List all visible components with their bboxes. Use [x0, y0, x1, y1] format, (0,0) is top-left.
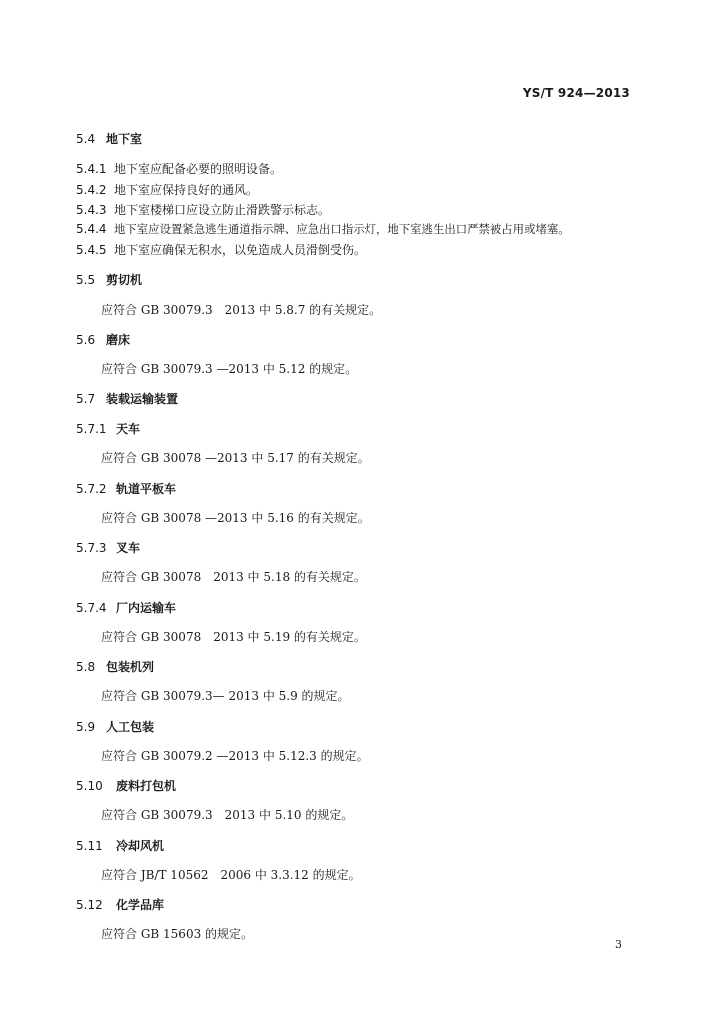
clause-number: 5.4.4 — [76, 222, 107, 236]
section-title: 包装机列 — [106, 660, 155, 674]
section-number: 5.9 — [76, 720, 96, 734]
section-number: 5.11 — [76, 839, 103, 853]
section-title: 冷却风机 — [116, 839, 165, 853]
section-title: 磨床 — [106, 333, 131, 347]
section-title: 地下室 — [106, 132, 143, 146]
section-text-5-7-1: 应符合 GB 30078 —2013 中 5.17 的有关规定。 — [101, 451, 370, 465]
section-title: 废料打包机 — [116, 779, 177, 793]
clause-5-4-5 — [76, 241, 366, 258]
section-text-5-8: 应符合 GB 30079.3— 2013 中 5.9 的规定。 — [101, 689, 350, 703]
section-text-5-6: 应符合 GB 30079.3 —2013 中 5.12 的规定。 — [101, 362, 358, 376]
section-heading-5-7-3 — [76, 539, 140, 556]
section-heading-5-6 — [76, 331, 130, 348]
clause-5-4-1 — [76, 160, 282, 177]
clause-text: 地下室楼梯口应设立防止滑跌警示标志。 — [114, 203, 331, 217]
clause-5-4-2 — [76, 181, 258, 198]
section-number: 5.4 — [76, 132, 96, 146]
section-number: 5.8 — [76, 660, 96, 674]
clause-number: 5.4.5 — [76, 243, 107, 257]
clause-text: 地下室应保持良好的通风。 — [114, 183, 259, 197]
section-text-5-9: 应符合 GB 30079.2 —2013 中 5.12.3 的规定。 — [101, 749, 369, 763]
section-title: 化学品库 — [116, 898, 165, 912]
section-title: 轨道平板车 — [116, 482, 177, 496]
section-title: 装载运输装置 — [106, 392, 179, 406]
clause-number: 5.4.1 — [76, 162, 107, 176]
section-title: 剪切机 — [106, 273, 143, 287]
section-number: 5.7.2 — [76, 482, 107, 496]
section-heading-5-7-2 — [76, 480, 176, 497]
section-title: 人工包装 — [106, 720, 155, 734]
section-heading-5-7-1 — [76, 420, 140, 437]
section-text-5-12: 应符合 GB 15603 的规定。 — [101, 927, 254, 941]
section-heading-5-9 — [76, 718, 154, 735]
page-number: 3 — [615, 938, 622, 951]
section-heading-5-5 — [76, 271, 142, 288]
section-text-5-7-3: 应符合 GB 30078 2013 中 5.18 的有关规定。 — [101, 570, 366, 584]
section-heading-5-10 — [76, 777, 176, 794]
section-heading-5-7-4 — [76, 599, 176, 616]
section-text-5-5: 应符合 GB 30079.3 2013 中 5.8.7 的有关规定。 — [101, 303, 382, 317]
section-number: 5.10 — [76, 779, 103, 793]
section-number: 5.7.4 — [76, 601, 107, 615]
section-heading-5-8 — [76, 658, 154, 675]
section-text-5-7-4: 应符合 GB 30078 2013 中 5.19 的有关规定。 — [101, 630, 366, 644]
section-number: 5.5 — [76, 273, 96, 287]
section-title: 天车 — [116, 422, 141, 436]
section-number: 5.7.1 — [76, 422, 107, 436]
section-number: 5.12 — [76, 898, 103, 912]
clause-number: 5.4.2 — [76, 183, 107, 197]
clause-5-4-3 — [76, 201, 330, 218]
clause-text: 地下室应设置紧急逃生通道指示牌、应急出口指示灯，地下室逃生出口严禁被占用或堵塞。 — [114, 222, 570, 236]
section-text-5-10: 应符合 GB 30079.3 2013 中 5.10 的规定。 — [101, 808, 354, 822]
section-title: 叉车 — [116, 541, 141, 555]
section-heading-5-4 — [76, 130, 142, 147]
section-heading-5-11 — [76, 837, 164, 854]
clause-text: 地下室应确保无积水，以免造成人员滑倒受伤。 — [114, 243, 367, 257]
clause-text: 地下室应配备必要的照明设备。 — [114, 162, 283, 176]
clause-number: 5.4.3 — [76, 203, 107, 217]
document-code: YS/T 924—2013 — [522, 86, 630, 100]
section-heading-5-7 — [76, 390, 178, 407]
section-number: 5.7.3 — [76, 541, 107, 555]
section-text-5-11: 应符合 JB/T 10562 2006 中 3.3.12 的规定。 — [101, 868, 361, 882]
clause-5-4-4 — [76, 221, 570, 237]
section-text-5-7-2: 应符合 GB 30078 —2013 中 5.16 的有关规定。 — [101, 511, 370, 525]
section-number: 5.7 — [76, 392, 96, 406]
section-title: 厂内运输车 — [116, 601, 177, 615]
section-number: 5.6 — [76, 333, 96, 347]
section-heading-5-12 — [76, 896, 164, 913]
